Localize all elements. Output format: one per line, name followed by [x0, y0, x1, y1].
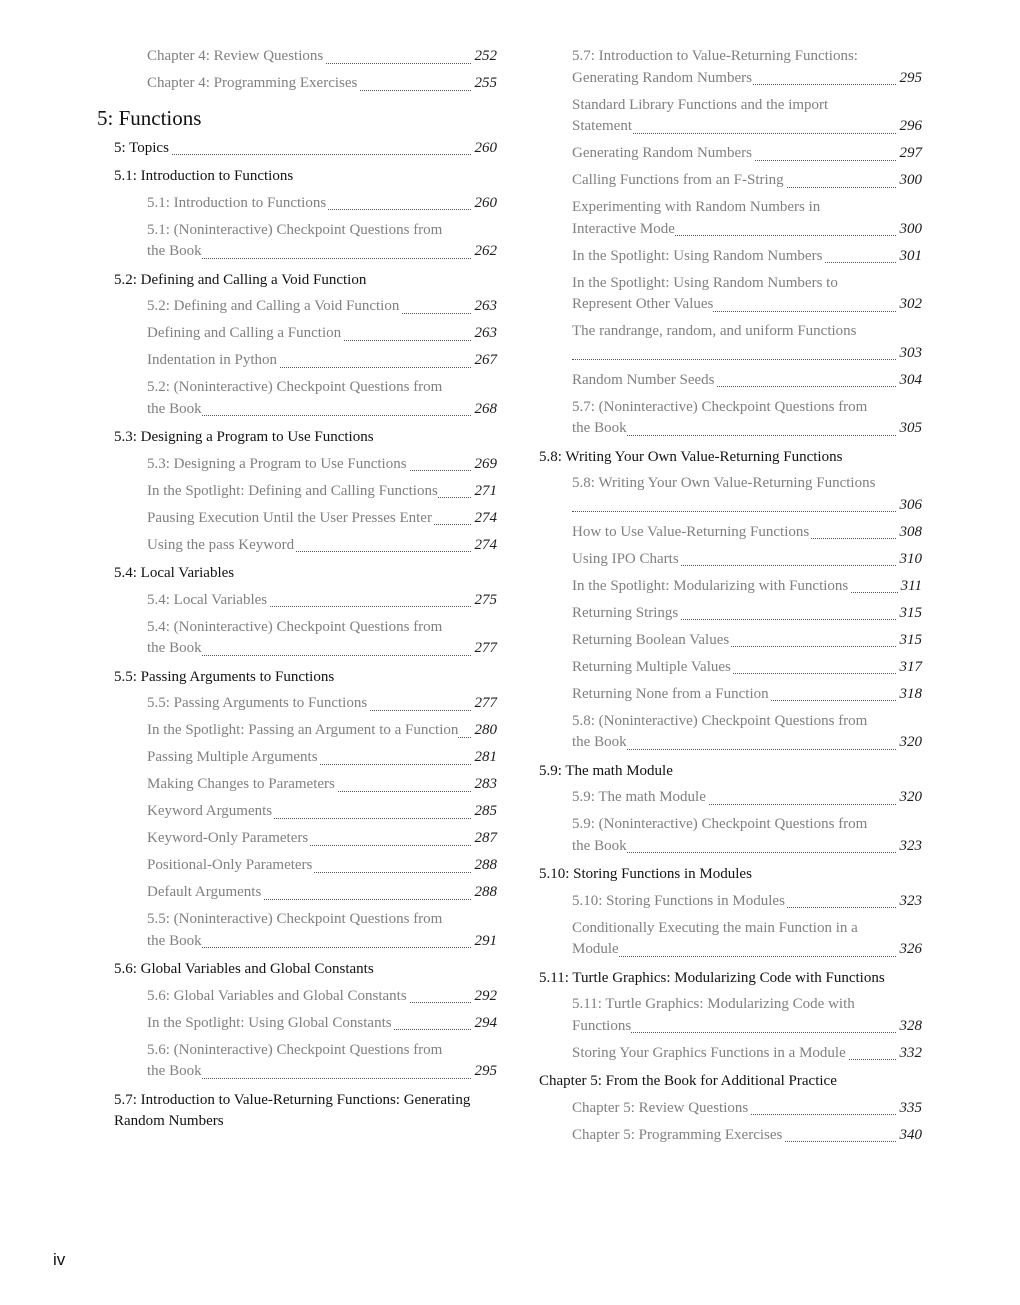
- toc-entry[interactable]: Random Number Seeds 304: [572, 370, 922, 392]
- toc-entry[interactable]: In the Spotlight: Using Random Numbers 301: [572, 246, 922, 268]
- toc-entry[interactable]: 5.8: (Noninteractive) Checkpoint Questions from the Book 320: [572, 711, 922, 754]
- toc-entry[interactable]: In the Spotlight: Passing an Argument to a Function 280: [147, 720, 497, 742]
- toc-entry[interactable]: 5.4: Local Variables 275: [147, 590, 497, 612]
- toc-section[interactable]: 5.11: Turtle Graphics: Modularizing Code with Functions: [539, 969, 885, 986]
- toc-section[interactable]: 5.10: Storing Functions in Modules: [539, 866, 752, 882]
- toc-section[interactable]: 5.6: Global Variables and Global Constants: [114, 961, 374, 977]
- toc-entry[interactable]: Making Changes to Parameters 283: [147, 774, 497, 796]
- toc-entry[interactable]: Passing Multiple Arguments 281: [147, 747, 497, 769]
- toc-entry[interactable]: Keyword-Only Parameters 287: [147, 828, 497, 850]
- toc-entry[interactable]: 5.9: (Noninteractive) Checkpoint Questions from the Book 323: [572, 814, 922, 857]
- toc-section[interactable]: 5.1: Introduction to Functions: [114, 168, 294, 184]
- toc-section[interactable]: Chapter 5: From the Book for Additional Practice: [539, 1073, 837, 1089]
- toc-section[interactable]: 5.9: The math Module: [539, 762, 673, 779]
- toc-entry[interactable]: Returning Boolean Values 315: [572, 630, 922, 652]
- toc-entry[interactable]: Standard Library Functions and the import Statement 296: [572, 95, 922, 138]
- toc-entry[interactable]: 5.2: Defining and Calling a Void Function 263: [147, 296, 497, 318]
- toc-entry[interactable]: Using IPO Charts 310: [572, 549, 922, 571]
- toc-entry[interactable]: Default Arguments 288: [147, 882, 497, 904]
- toc-entry[interactable]: 5.6: (Noninteractive) Checkpoint Questions from the Book 295: [147, 1040, 497, 1083]
- toc-entry[interactable]: Conditionally Executing the main Function in a Module 326: [572, 918, 922, 961]
- toc-section[interactable]: 5.4: Local Variables: [114, 565, 235, 581]
- toc-entry[interactable]: 5.6: Global Variables and Global Constants 292: [147, 986, 497, 1008]
- toc-section[interactable]: 5.8: Writing Your Own Value-Returning Functions: [539, 448, 843, 465]
- toc-entry[interactable]: The randrange, random, and uniform Functions 303: [572, 321, 922, 364]
- toc-entry[interactable]: Generating Random Numbers 297: [572, 143, 922, 165]
- toc-entry-topics[interactable]: 5: Topics 260: [114, 138, 497, 160]
- chapter-heading[interactable]: 5: Functions: [97, 105, 202, 130]
- toc-entry[interactable]: 5.11: Turtle Graphics: Modularizing Code with Functions 328: [572, 994, 922, 1037]
- toc-entry[interactable]: Experimenting with Random Numbers in Interactive Mode 300: [572, 197, 922, 240]
- toc-entry[interactable]: How to Use Value-Returning Functions 308: [572, 522, 922, 544]
- toc-entry[interactable]: In the Spotlight: Modularizing with Functions 311: [572, 576, 922, 598]
- toc-entry[interactable]: Returning Multiple Values 317: [572, 657, 922, 679]
- toc-entry[interactable]: 5.10: Storing Functions in Modules 323: [572, 891, 922, 913]
- toc-entry[interactable]: Chapter 4: Programming Exercises 255: [147, 73, 497, 95]
- toc-section[interactable]: 5.7: Introduction to Value-Returning Functions: Generating Random Numbers: [114, 1091, 471, 1129]
- toc-entry[interactable]: 5.5: Passing Arguments to Functions 277: [147, 693, 497, 715]
- toc-right-column: [539, 46, 922, 1152]
- toc-entry[interactable]: 5.8: Writing Your Own Value-Returning Functions 306: [572, 473, 922, 516]
- toc-entry[interactable]: Using the pass Keyword 274: [147, 535, 497, 557]
- toc-entry[interactable]: 5.9: The math Module 320: [572, 787, 922, 809]
- page-number: iv: [53, 1250, 66, 1269]
- toc-entry[interactable]: Chapter 4: Review Questions 252: [147, 46, 497, 68]
- toc-entry[interactable]: 5.4: (Noninteractive) Checkpoint Questions from the Book 277: [147, 617, 497, 660]
- toc-entry[interactable]: Chapter 5: Programming Exercises 340: [572, 1125, 922, 1147]
- toc-entry[interactable]: Keyword Arguments 285: [147, 801, 497, 823]
- toc-entry[interactable]: 5.2: (Noninteractive) Checkpoint Questions from the Book 268: [147, 377, 497, 420]
- toc-entry[interactable]: In the Spotlight: Using Random Numbers to Represent Other Values 302: [572, 273, 922, 316]
- toc-entry[interactable]: Calling Functions from an F-String 300: [572, 170, 922, 192]
- toc-entry[interactable]: 5.7: (Noninteractive) Checkpoint Questions from the Book 305: [572, 397, 922, 440]
- toc-entry[interactable]: Storing Your Graphics Functions in a Module 332: [572, 1043, 922, 1065]
- toc-entry[interactable]: 5.5: (Noninteractive) Checkpoint Questions from the Book 291: [147, 909, 497, 952]
- toc-entry[interactable]: In the Spotlight: Defining and Calling Functions 271: [147, 481, 497, 503]
- toc-entry[interactable]: Returning None from a Function 318: [572, 684, 922, 706]
- toc-entry[interactable]: Defining and Calling a Function 263: [147, 323, 497, 345]
- toc-entry[interactable]: Positional-Only Parameters 288: [147, 855, 497, 877]
- toc-entry[interactable]: 5.1: (Noninteractive) Checkpoint Questions from the Book 262: [147, 220, 497, 263]
- toc-section[interactable]: 5.5: Passing Arguments to Functions: [114, 668, 335, 685]
- toc-entry[interactable]: Pausing Execution Until the User Presses Enter 274: [147, 508, 497, 530]
- toc-entry[interactable]: 5.1: Introduction to Functions 260: [147, 193, 497, 215]
- toc-entry[interactable]: 5.7: Introduction to Value-Returning Functions: Generating Random Numbers 295: [572, 46, 922, 89]
- toc-entry[interactable]: In the Spotlight: Using Global Constants 294: [147, 1013, 497, 1035]
- toc-entry[interactable]: Chapter 5: Review Questions 335: [572, 1098, 922, 1120]
- toc-entry[interactable]: Returning Strings 315: [572, 603, 922, 625]
- toc-section[interactable]: 5.2: Defining and Calling a Void Function: [114, 271, 367, 288]
- toc-entry[interactable]: Indentation in Python 267: [147, 350, 497, 372]
- toc-entry[interactable]: 5.3: Designing a Program to Use Functions 269: [147, 454, 497, 476]
- toc-left-column: [97, 46, 497, 1138]
- toc-section[interactable]: 5.3: Designing a Program to Use Functions: [114, 429, 374, 445]
